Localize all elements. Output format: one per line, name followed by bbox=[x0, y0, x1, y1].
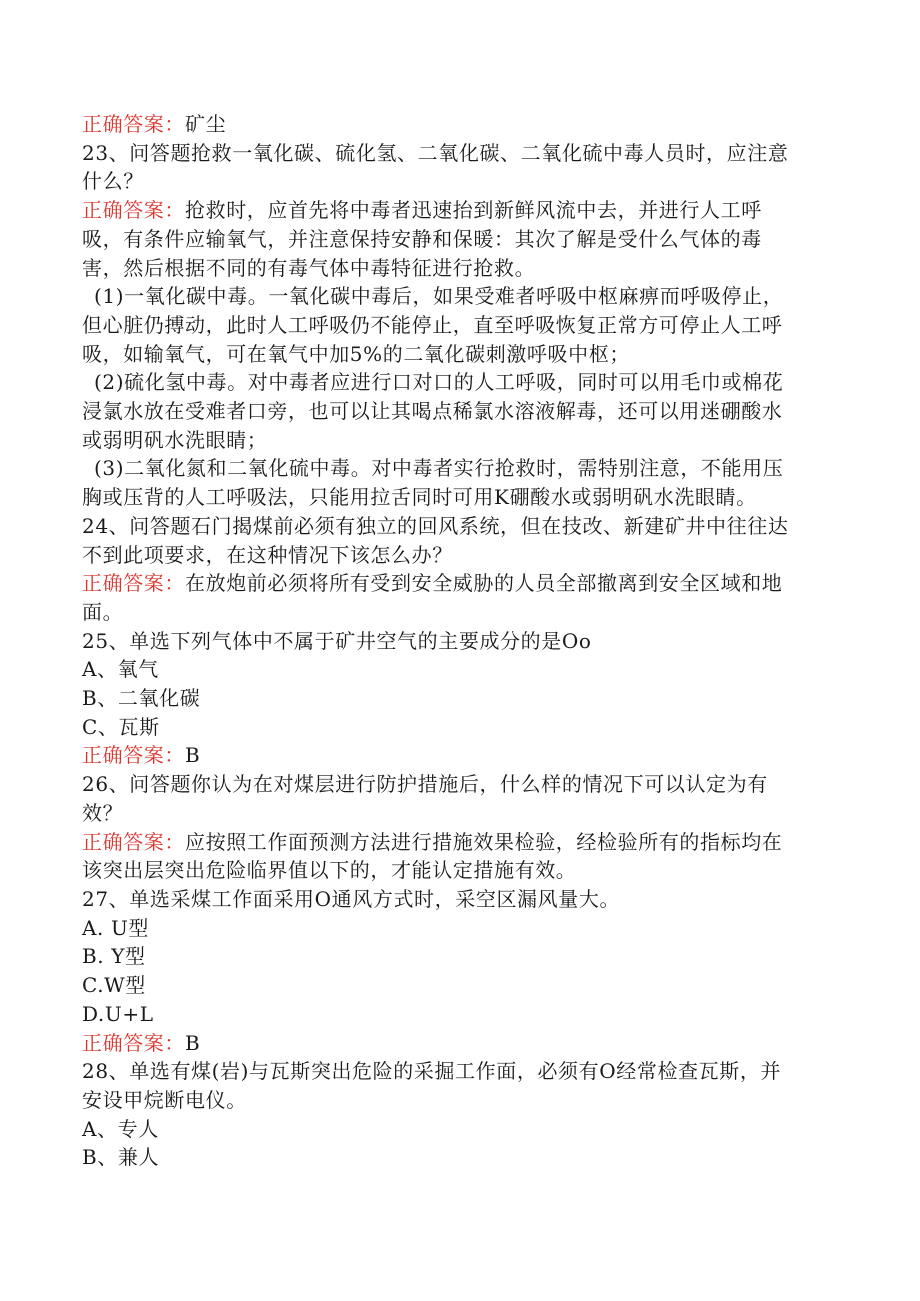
answer-text: 在放炮前必须将所有受到安全威胁的人员全部撤离到安全区域和地 bbox=[185, 571, 783, 596]
indented-text-line: (3)二氧化氮和二氧化硫中毒。对中毒者实行抢救时，需特别注意，不能用压 bbox=[94, 456, 784, 481]
text-line: A. U型 bbox=[82, 915, 150, 940]
text-line: B. Y型 bbox=[82, 944, 146, 969]
answer-text: 抢救时，应首先将中毒者迅速抬到新鲜风流中去，并进行人工呼 bbox=[185, 198, 762, 223]
text-line: 效？ bbox=[82, 800, 124, 825]
answer-label: 正确答案： bbox=[82, 198, 185, 223]
text-line: D.U+L bbox=[82, 1001, 154, 1026]
indented-text-line: (2)硫化氢中毒。对中毒者应进行口对口的人工呼吸，同时可以用毛巾或棉花 bbox=[94, 370, 784, 395]
text-line: 27、单选采煤工作面采用O通风方式时，采空区漏风量大。 bbox=[82, 886, 621, 911]
answer-label: 正确答案： bbox=[82, 743, 185, 768]
text-line: A、氧气 bbox=[82, 657, 159, 682]
text-line: C、瓦斯 bbox=[82, 714, 160, 739]
answer-text: 矿尘 bbox=[185, 112, 227, 136]
answer-line bbox=[82, 1029, 822, 1058]
answer-line bbox=[82, 828, 822, 857]
text-line: 25、单选下列气体中不属于矿井空气的主要成分的是Oo bbox=[82, 628, 592, 653]
text-line: 但心脏仍搏动，此时人工呼吸仍不能停止，直至呼吸恢复正常方可停止人工呼 bbox=[82, 312, 783, 337]
answer-text: B bbox=[185, 1030, 201, 1055]
text-line: 面。 bbox=[82, 599, 124, 624]
indented-text-line: (1)一氧化碳中毒。一氧化碳中毒后，如果受难者呼吸中枢麻痹而呼吸停止， bbox=[94, 284, 784, 309]
text-line: 28、单选有煤(岩)与瓦斯突出危险的采掘工作面，必须有O经常检查瓦斯，并 bbox=[82, 1059, 782, 1084]
text-line: 浸氯水放在受难者口旁，也可以让其喝点稀氯水溶液解毒，还可以用迷硼酸水 bbox=[82, 399, 783, 424]
text-line: C.W型 bbox=[82, 973, 146, 998]
text-line: 什么？ bbox=[82, 169, 144, 194]
text-line: 不到此项要求，在这种情况下该怎么办？ bbox=[82, 542, 453, 567]
answer-label: 正确答案： bbox=[82, 1030, 185, 1055]
text-line: B、二氧化碳 bbox=[82, 686, 201, 711]
text-line: 24、问答题石门揭煤前必须有独立的回风系统，但在技改、新建矿井中往往达 bbox=[82, 513, 789, 538]
answer-text: 应按照工作面预测方法进行措施效果检验，经检验所有的指标均在 bbox=[185, 829, 783, 854]
answer-label: 正确答案： bbox=[82, 112, 185, 136]
answer-line bbox=[82, 569, 822, 598]
text-line: 或弱明矾水洗眼睛； bbox=[82, 427, 268, 452]
text-line: 26、问答题你认为在对煤层进行防护措施后，什么样的情况下可以认定为有 bbox=[82, 772, 768, 797]
text-line: 该突出层突出危险临界值以下的，才能认定措施有效。 bbox=[82, 858, 577, 883]
text-line: 吸，有条件应输氧气，并注意保持安静和保暖：其次了解是受什么气体的毒 bbox=[82, 226, 762, 251]
answer-line bbox=[82, 110, 822, 139]
text-line: B、兼人 bbox=[82, 1145, 160, 1170]
text-line: A、专人 bbox=[82, 1116, 159, 1141]
answer-label: 正确答案： bbox=[82, 571, 185, 596]
text-line: 安设甲烷断电仪。 bbox=[82, 1087, 247, 1112]
answer-text: B bbox=[185, 743, 201, 768]
text-line: 胸或压背的人工呼吸法，只能用拉舌同时可用K硼酸水或弱明矾水洗眼睛。 bbox=[82, 485, 757, 510]
answer-line bbox=[82, 196, 822, 225]
answer-line bbox=[82, 741, 822, 770]
text-line: 吸，如输氧气，可在氧气中加5%的二氧化碳刺激呼吸中枢； bbox=[82, 341, 630, 366]
text-line: 害，然后根据不同的有毒气体中毒特征进行抢救。 bbox=[82, 255, 536, 280]
answer-label: 正确答案： bbox=[82, 829, 185, 854]
document-page bbox=[82, 110, 822, 1172]
text-line: 23、问答题抢救一氧化碳、硫化氢、二氧化碳、二氧化硫中毒人员时，应注意 bbox=[82, 140, 789, 165]
